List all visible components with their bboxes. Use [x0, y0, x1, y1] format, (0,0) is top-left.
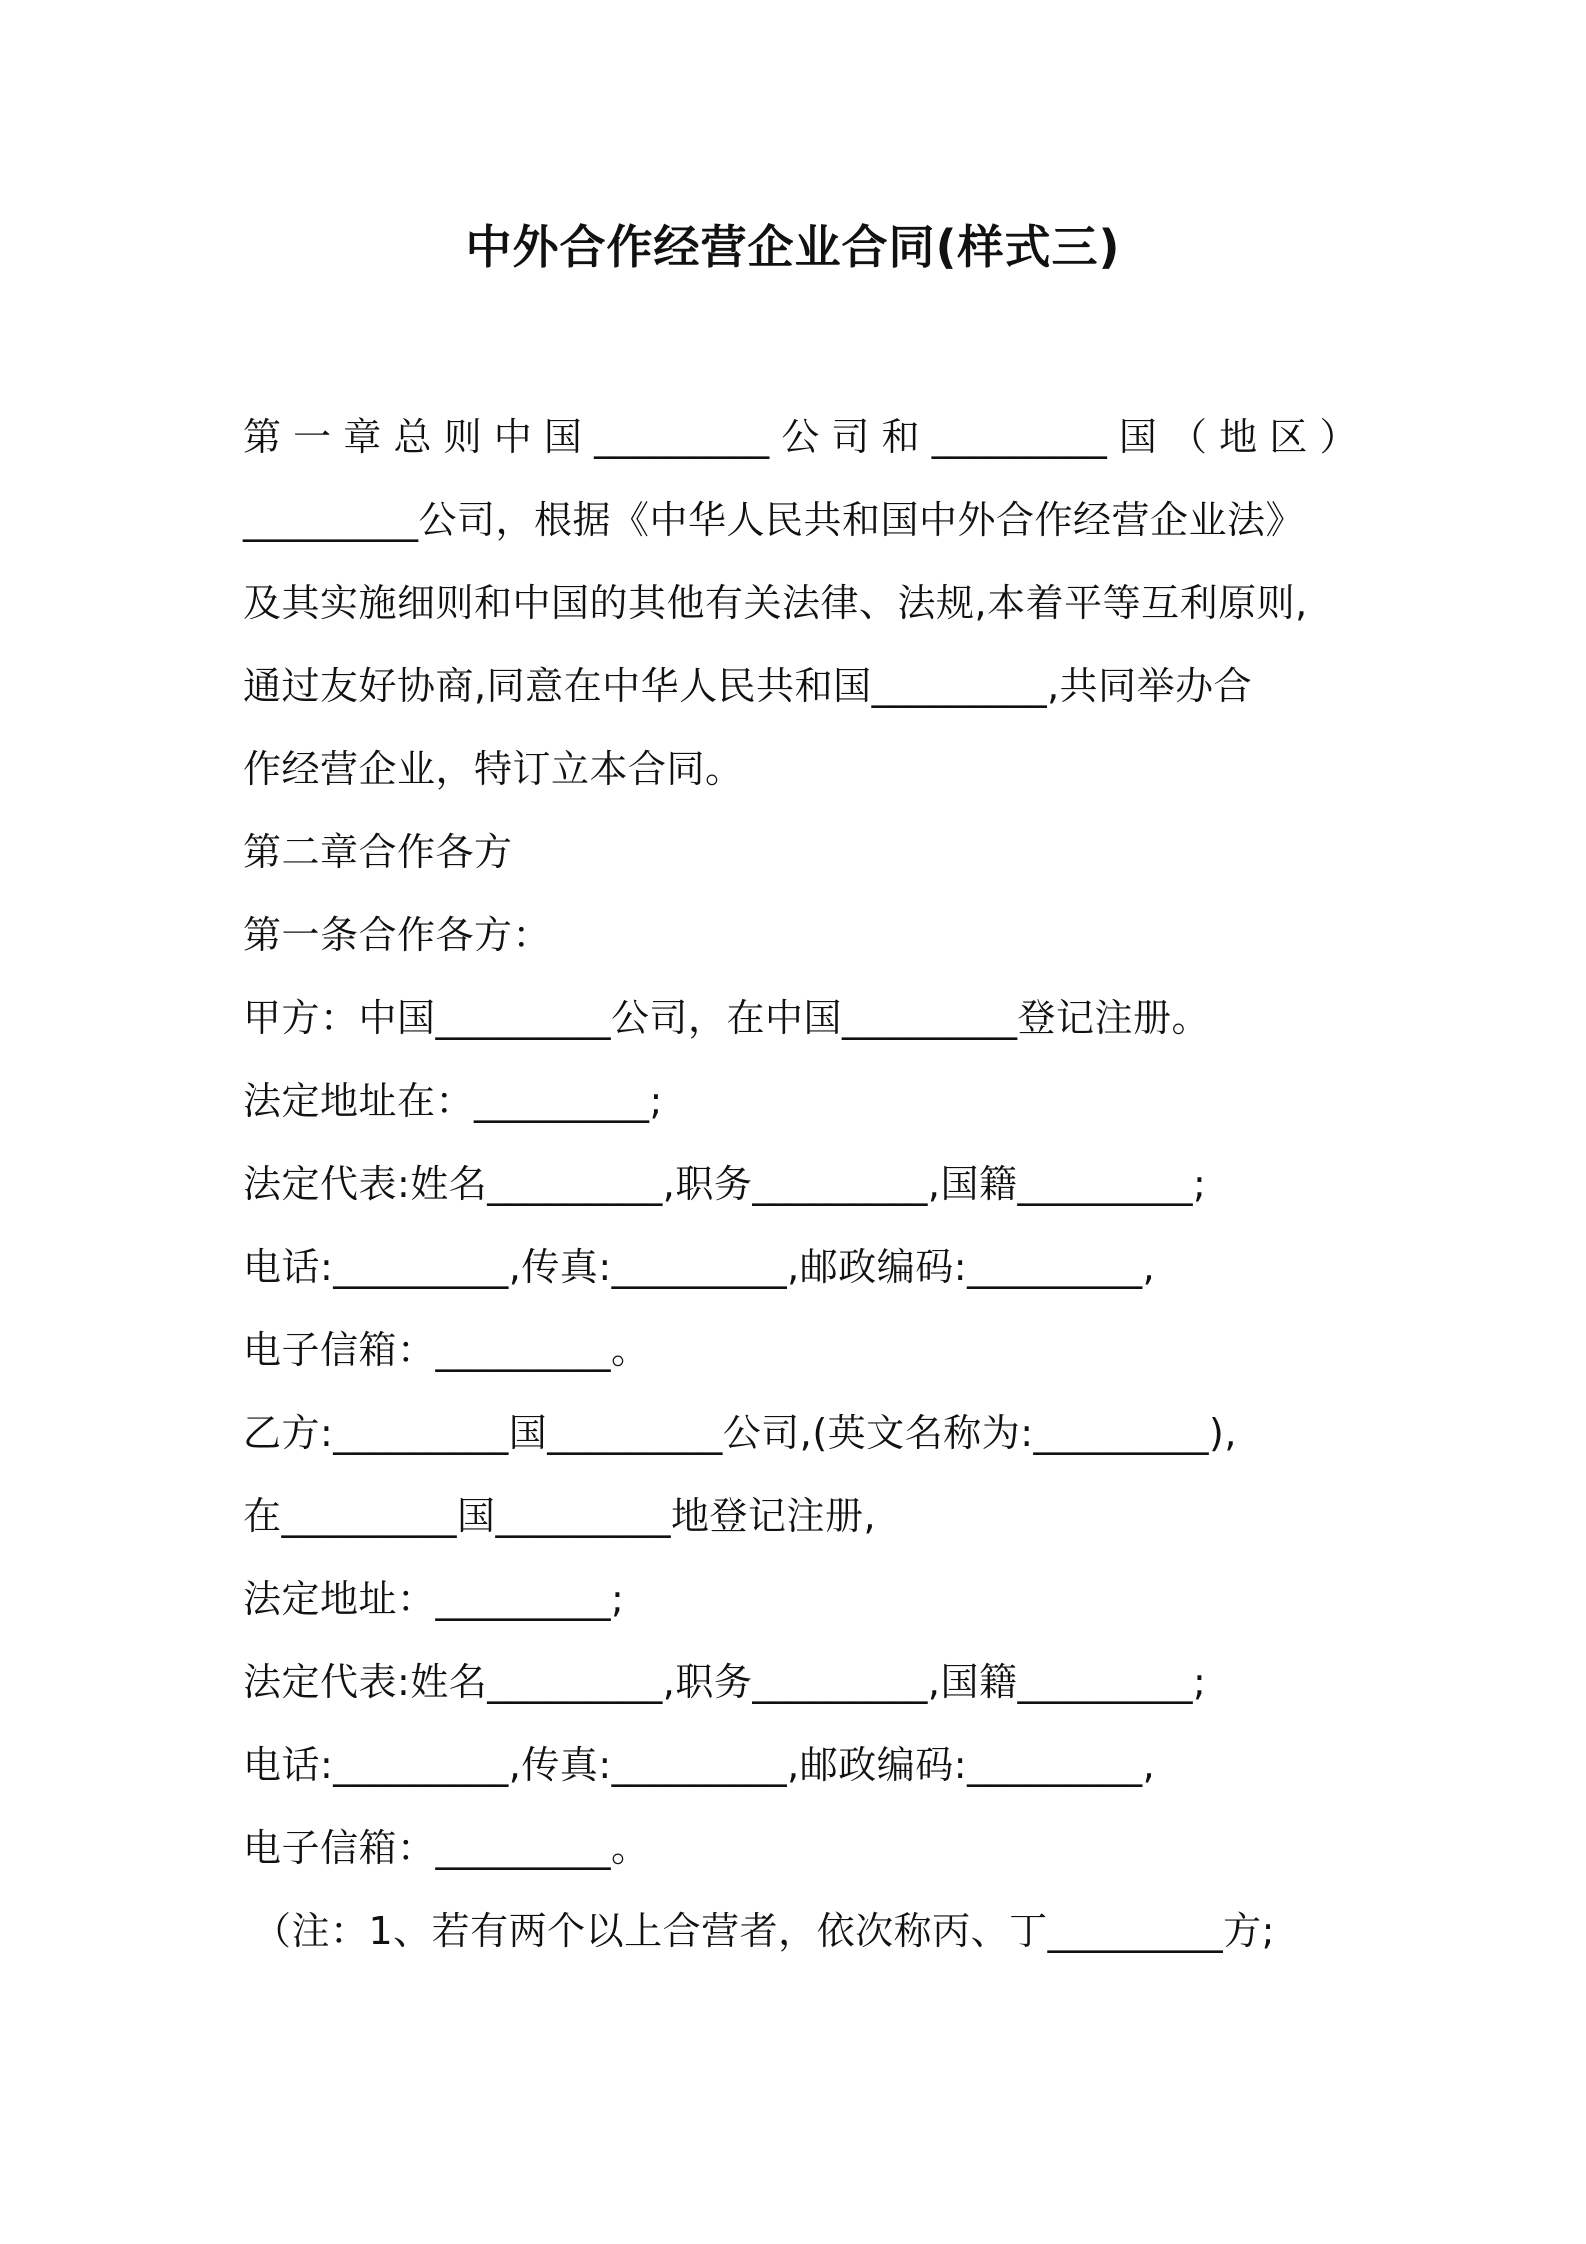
text-line: 作经营企业，特订立本合同。 — [243, 747, 744, 791]
text-line: 乙方:_________国_________公司,(英文名称为:_________), — [243, 1411, 1237, 1455]
document-title: 中外合作经营企业合同(样式三) — [465, 220, 1121, 274]
text-line: 甲方：中国_________公司，在中国_________登记注册。 — [243, 996, 1211, 1040]
text-line: 电话:_________,传真:_________,邮政编码:_________, — [243, 1743, 1156, 1787]
text-line: 通过友好协商,同意在中华人民共和国_________,共同举办合 — [243, 664, 1253, 708]
text-line: 法定地址：_________; — [243, 1577, 625, 1621]
text-line: 电子信箱：_________。 — [243, 1826, 650, 1870]
article-heading: 第一条合作各方： — [243, 913, 552, 957]
text-line: 法定地址在：_________; — [243, 1079, 663, 1123]
text-line: 电子信箱：_________。 — [243, 1328, 650, 1372]
text-line: 法定代表:姓名_________,职务_________,国籍_________; — [243, 1660, 1207, 1704]
text-line: 在_________国_________地登记注册, — [243, 1494, 877, 1538]
note-line: （注：1、若有两个以上合营者，依次称丙、丁_________方; — [253, 1909, 1275, 1953]
text-line: _________公司，根据《中华人民共和国中外合作经营企业法》 — [243, 498, 1305, 542]
text-line: 电话:_________,传真:_________,邮政编码:_________, — [243, 1245, 1156, 1289]
text-line: 法定代表:姓名_________,职务_________,国籍_________; — [243, 1162, 1207, 1206]
chapter-heading: 第二章合作各方 — [243, 830, 513, 874]
text-line: 及其实施细则和中国的其他有关法律、法规,本着平等互利原则, — [243, 581, 1308, 625]
text-line: 第一章总则中国_________公司和_________国（地区） — [243, 415, 1358, 459]
